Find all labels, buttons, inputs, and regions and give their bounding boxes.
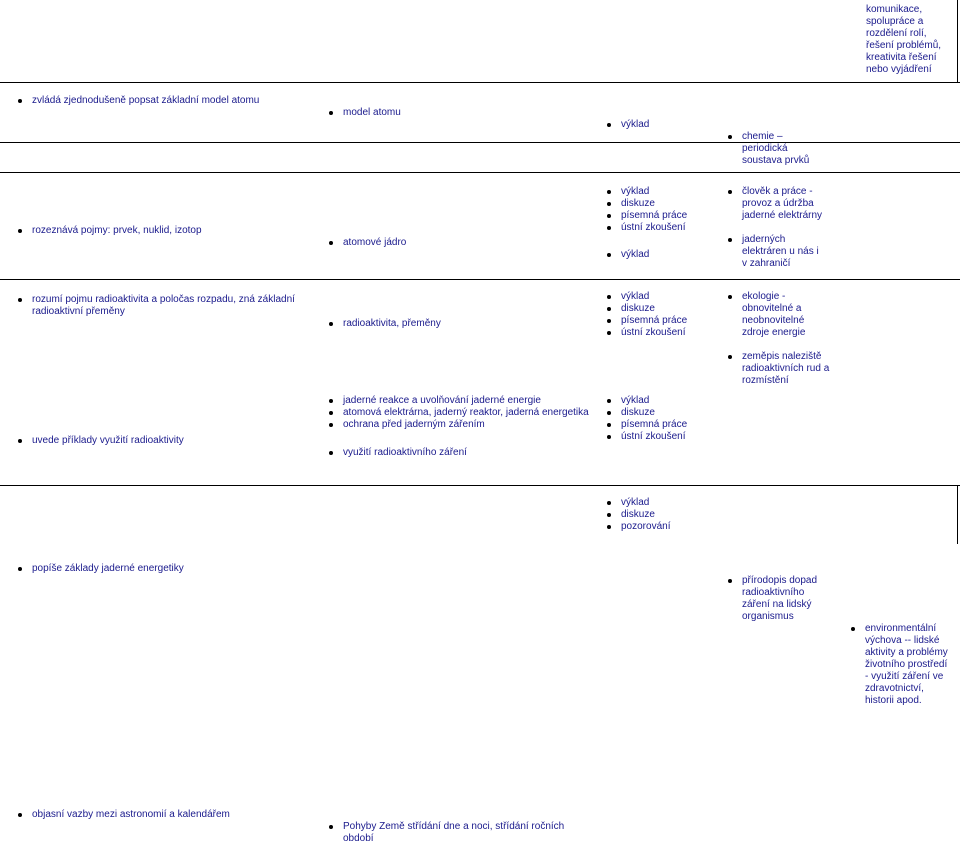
row-divider [0,82,960,83]
row-topic: model atomu [329,107,613,119]
row-outcome: zvládá zjednodušeně popsat základní model atomu [18,95,332,107]
method-item: výklad [607,291,717,303]
method-item: výklad [607,497,717,509]
row-outcome: rozeznává pojmy: prvek, nuklid, izotop [18,225,332,237]
row-outcome: popíše základy jaderné energetiky [18,563,332,575]
row-outcome: uvede příklady využití radioaktivity [18,435,332,447]
method-item: výklad [607,395,717,407]
method-item: diskuze [607,198,717,210]
method-item: diskuze [607,509,717,521]
topic-item: ochrana před jaderným zářením [329,419,604,431]
row-topic: atomové jádro [329,237,613,249]
method-item: písemná práce [607,210,717,222]
row-topic: radioaktivita, přeměny [329,318,613,330]
method-item: ústní zkoušení [607,222,717,234]
link-item: zeměpis naleziště radioaktivních rud a rozmístění [728,351,843,387]
method-list [607,291,717,339]
topic-item: atomová elektrárna, jaderný reaktor, jaderná energetika [329,407,604,419]
topic-item: jaderné reakce a uvolňování jaderné energie [329,395,604,407]
method-list [607,395,717,443]
column-border [957,0,958,82]
method-item: výklad [607,249,731,261]
method-item: ústní zkoušení [607,327,717,339]
top-note: komunikace, spolupráce a rozdělení rolí, řešení problémů, kreativita řešení nebo vyjádření [866,4,942,75]
method-list [607,186,717,234]
link-list [728,291,843,387]
theme-item: environmentální výchova -- lidské aktivity a problémy životního prostředí - využití záření ve zdravotnictví, historii apod. [851,623,960,707]
method-item: diskuze [607,303,717,315]
topic-list [329,395,604,431]
method-item: diskuze [607,407,717,419]
row-divider [0,279,960,280]
row-outcome: objasní vazby mezi astronomií a kalendářem [18,809,332,821]
method-item: písemná práce [607,315,717,327]
row-topic: Pohyby Země střídání dne a noci, střídání ročních období [329,821,613,845]
method-item: pozorování [607,521,717,533]
row-topic: využití radioaktivního záření [329,447,613,459]
method-item: písemná práce [607,419,717,431]
row-divider [0,172,960,173]
row-outcome: rozumí pojmu radioaktivita a poločas rozpadu, zná základní radioaktivní přeměny [18,294,322,318]
method-list [607,497,717,533]
link-item: ekologie - obnovitelné a neobnovitelné zdroje energie [728,291,843,339]
link-item: přírodopis dopad radioaktivního záření na lidský organismus [728,575,857,623]
method-item: výklad [607,186,717,198]
link-item: člověk a práce - provoz a údržba jaderné elektrárny [728,186,838,222]
method-item: výklad [607,119,731,131]
row-divider [0,485,960,486]
method-item: ústní zkoušení [607,431,717,443]
link-item: chemie – periodická soustava prvků [728,131,852,167]
column-border [957,485,958,544]
link-list [728,186,838,270]
link-item: jaderných elektráren u nás i v zahraničí [728,234,838,270]
